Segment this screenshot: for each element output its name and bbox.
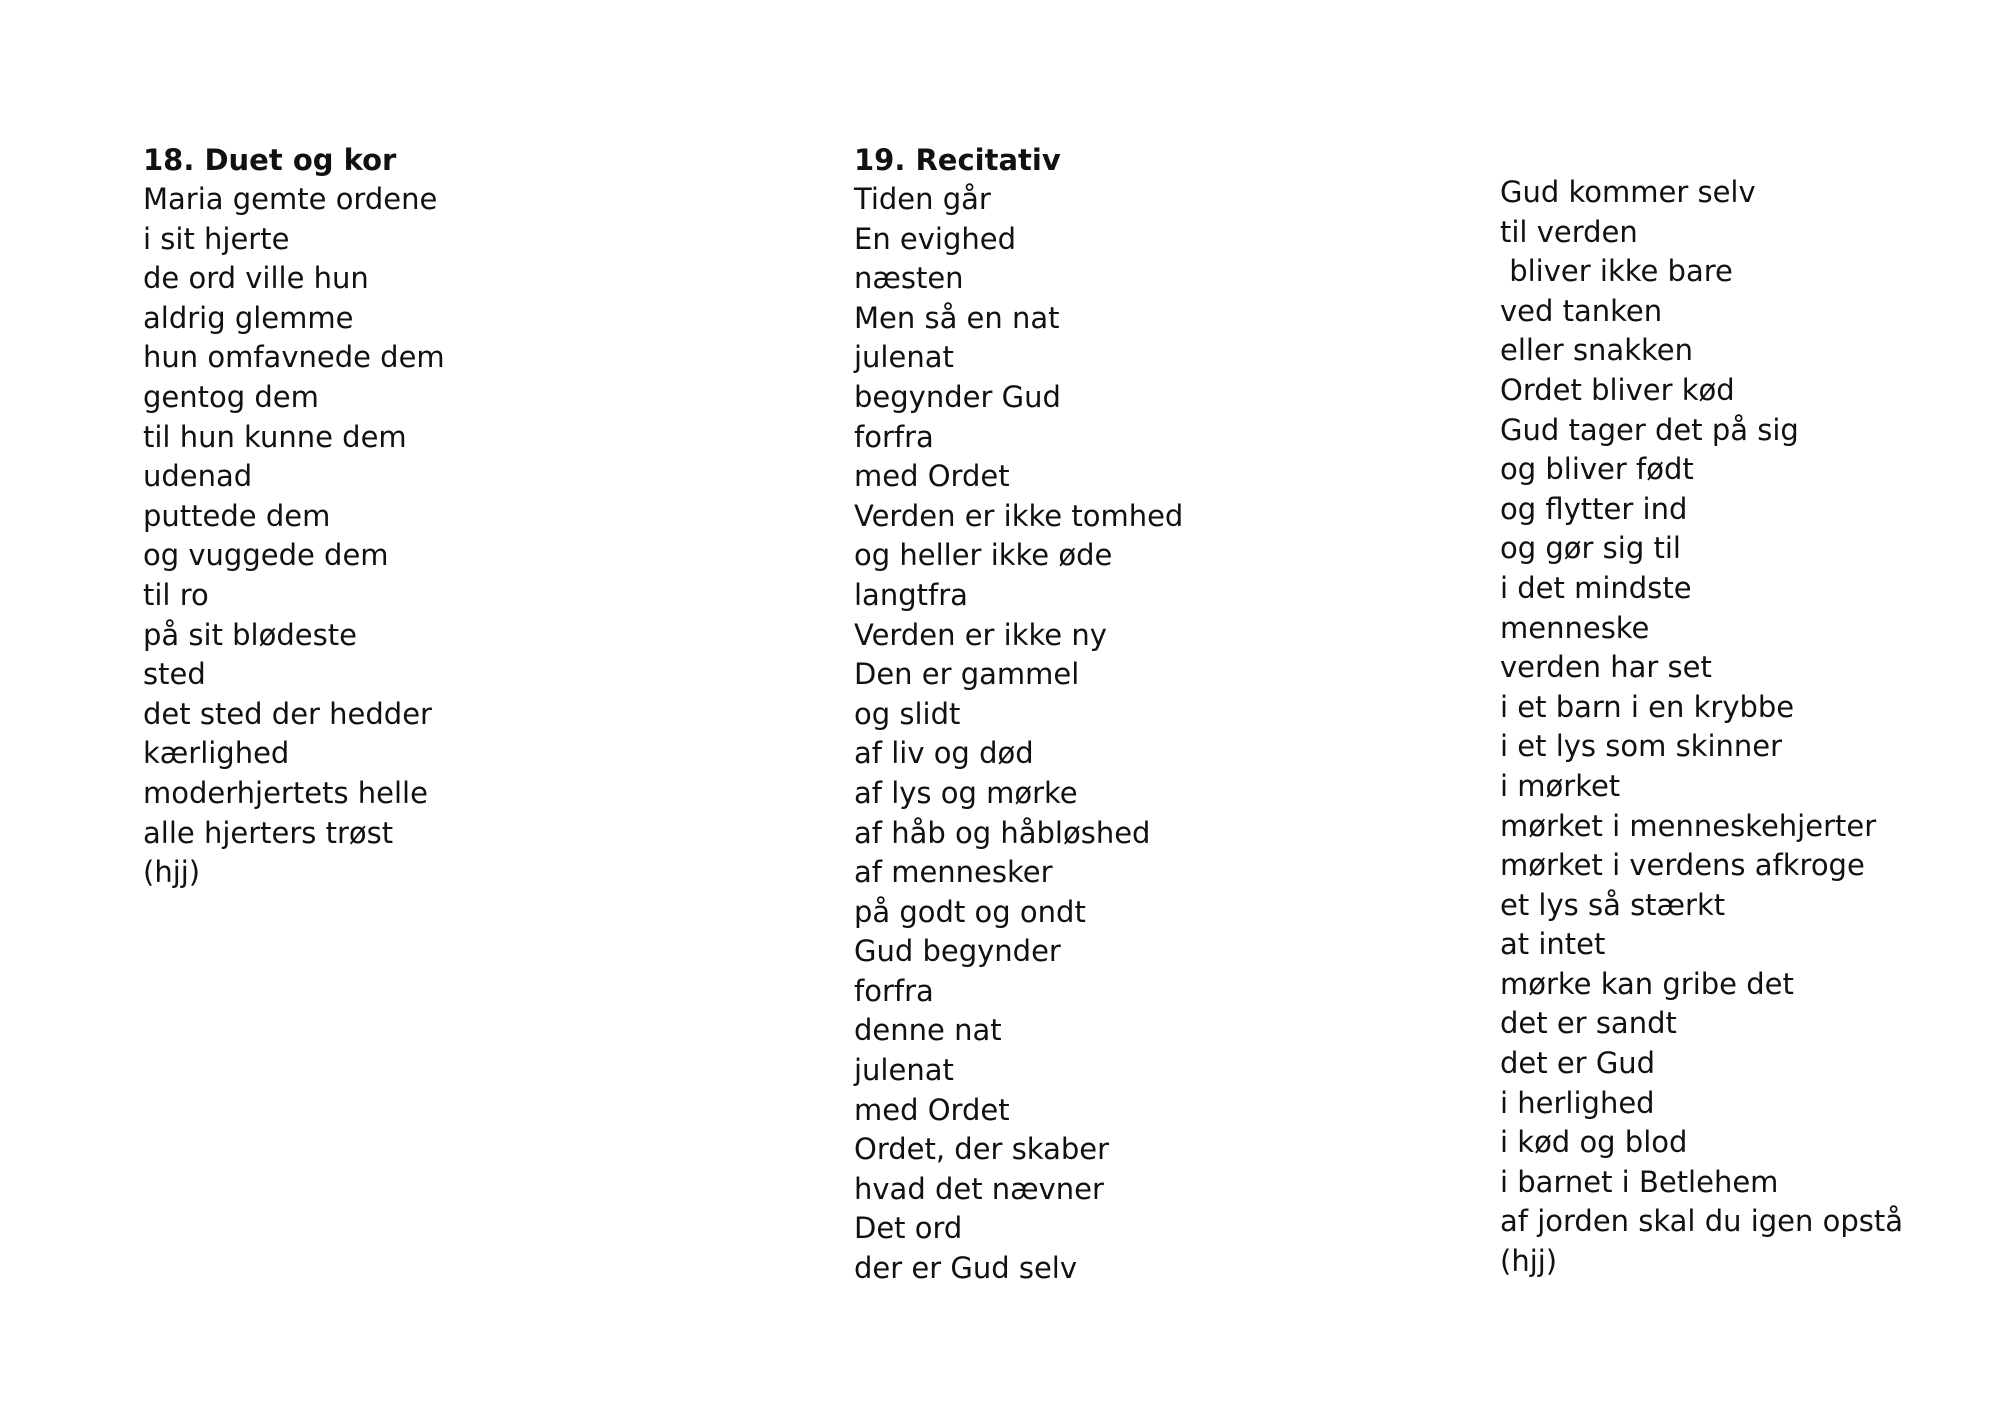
lyrics-list xyxy=(854,180,1183,1289)
lyrics-list xyxy=(143,180,445,893)
lyric-line: det er sandt xyxy=(1500,1006,1677,1041)
lyric-line: En evighed xyxy=(854,221,1017,256)
lyric-line: hun omfavnede dem xyxy=(143,340,445,375)
lyric-line: og slidt xyxy=(854,696,961,731)
lyric-line: aldrig glemme xyxy=(143,300,354,335)
lyric-line: af liv og død xyxy=(854,736,1034,771)
lyric-line: Gud kommer selv xyxy=(1500,175,1756,209)
lyric-line: Verden er ikke tomhed xyxy=(854,498,1184,533)
lyric-line: sted xyxy=(143,657,206,692)
lyric-line: eller snakken xyxy=(1500,333,1693,368)
lyric-line: julenat xyxy=(854,340,954,375)
lyric-line: julenat xyxy=(854,1053,954,1088)
column-duet-og-kor xyxy=(143,140,445,893)
lyric-line: Verden er ikke ny xyxy=(854,617,1107,652)
lyric-line: og gør sig til xyxy=(1500,531,1681,566)
lyric-line: forfra xyxy=(854,419,934,454)
lyric-line: gentog dem xyxy=(143,379,319,414)
lyric-line: i et lys som skinner xyxy=(1500,729,1783,764)
lyric-line: Tiden går xyxy=(854,182,991,216)
lyric-line: Maria gemte ordene xyxy=(143,182,438,216)
lyric-line: begynder Gud xyxy=(854,379,1061,414)
section-heading: 19. Recitativ xyxy=(854,143,1061,177)
lyric-line: forfra xyxy=(854,973,934,1008)
lyric-line: næsten xyxy=(854,261,964,296)
lyric-line: i herlighed xyxy=(1500,1085,1655,1120)
lyric-line: (hjj) xyxy=(1500,1244,1558,1279)
lyric-line: puttede dem xyxy=(143,498,331,533)
lyric-line: moderhjertets helle xyxy=(143,775,428,810)
lyric-line: i et barn i en krybbe xyxy=(1500,689,1795,724)
lyric-line: der er Gud selv xyxy=(854,1251,1078,1286)
lyric-line: Ordet bliver kød xyxy=(1500,372,1735,407)
lyric-line: af jorden skal du igen opstå xyxy=(1500,1204,1904,1239)
lyrics-list xyxy=(1500,173,1903,1282)
lyric-line: til verden xyxy=(1500,214,1638,249)
column-recitativ-continued xyxy=(1500,173,1903,1282)
lyric-line: i mørket xyxy=(1500,768,1621,803)
lyric-line: til hun kunne dem xyxy=(143,419,407,454)
lyric-line: og vuggede dem xyxy=(143,538,389,573)
lyric-line: af mennesker xyxy=(854,855,1053,890)
lyric-line: verden har set xyxy=(1500,650,1712,685)
lyric-line: et lys så stærkt xyxy=(1500,887,1726,922)
lyric-line: med Ordet xyxy=(854,1092,1010,1127)
lyric-line: og bliver født xyxy=(1500,452,1694,487)
lyric-line: Gud tager det på sig xyxy=(1500,412,1799,447)
lyric-line: langtfra xyxy=(854,577,968,612)
lyric-line: Det ord xyxy=(854,1211,963,1246)
lyric-line: på godt og ondt xyxy=(854,894,1086,929)
lyric-line: de ord ville hun xyxy=(143,261,369,296)
lyric-line: Men så en nat xyxy=(854,300,1060,335)
lyric-line: udenad xyxy=(143,459,253,494)
lyric-line: det sted der hedder xyxy=(143,696,432,731)
column-recitativ xyxy=(854,140,1183,1289)
lyric-line: Ordet, der skaber xyxy=(854,1132,1110,1167)
lyric-line: i sit hjerte xyxy=(143,221,290,256)
lyric-line: (hjj) xyxy=(143,855,201,890)
lyric-line: af lys og mørke xyxy=(854,775,1078,810)
lyric-line: at intet xyxy=(1500,927,1606,962)
lyric-line: Gud begynder xyxy=(854,934,1061,969)
lyric-line: med Ordet xyxy=(854,459,1010,494)
lyric-line: kærlighed xyxy=(143,736,290,771)
lyric-line: i barnet i Betlehem xyxy=(1500,1164,1779,1199)
lyric-line: på sit blødeste xyxy=(143,617,357,652)
lyric-line: Den er gammel xyxy=(854,657,1080,692)
lyric-line: denne nat xyxy=(854,1013,1002,1048)
lyric-line: det er Gud xyxy=(1500,1046,1656,1081)
lyric-line: ved tanken xyxy=(1500,293,1663,328)
lyric-line: mørket i menneskehjerter xyxy=(1500,808,1877,843)
lyric-line: mørket i verdens afkroge xyxy=(1500,848,1865,883)
section-heading: 18. Duet og kor xyxy=(143,143,397,177)
lyric-line: til ro xyxy=(143,577,209,612)
lyric-line: i kød og blod xyxy=(1500,1125,1688,1160)
lyric-line: hvad det nævner xyxy=(854,1171,1104,1206)
lyric-line: og flytter ind xyxy=(1500,491,1688,526)
lyric-line: i det mindste xyxy=(1500,570,1692,605)
lyric-line: bliver ikke bare xyxy=(1500,254,1733,289)
lyric-line: mørke kan gribe det xyxy=(1500,966,1794,1001)
lyric-line: menneske xyxy=(1500,610,1650,645)
lyric-line: af håb og håbløshed xyxy=(854,815,1151,850)
lyric-line: og heller ikke øde xyxy=(854,538,1113,573)
lyric-line: alle hjerters trøst xyxy=(143,815,394,850)
